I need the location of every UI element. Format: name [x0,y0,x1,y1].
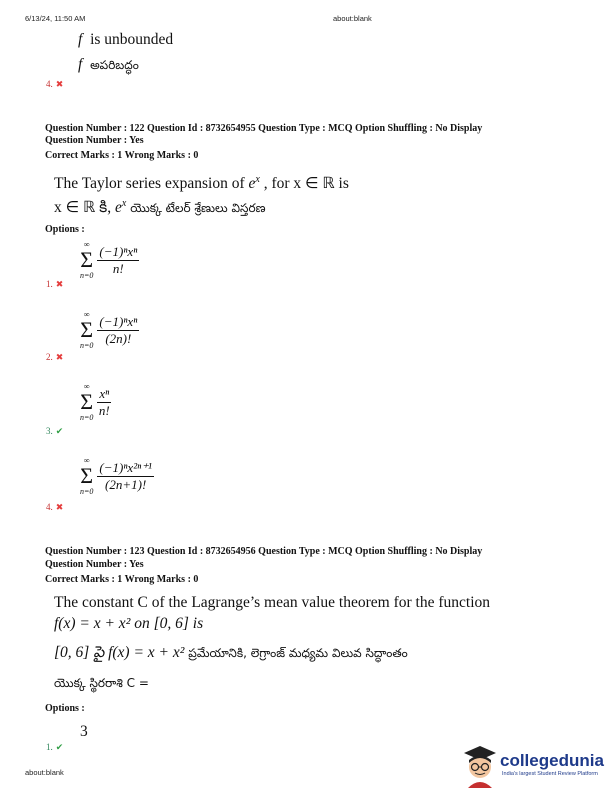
e-exponent-te: x [121,198,127,209]
option-label: 1. [46,742,53,752]
q123-stem-english-1: The constant C of the Lagrange’s mean value theorem for the function [54,594,490,611]
print-timestamp: 6/13/24, 11:50 AM [25,14,86,23]
q122-option-1-formula [80,240,139,280]
option-label: 4. [46,502,53,512]
option-label: 4. [46,79,53,89]
option-label: 2. [46,352,53,362]
numerator: (−1)ⁿxⁿ [99,243,138,259]
q123-stem-english-2: f(x) = x + x² on [0, 6] is [54,615,204,632]
fraction [97,460,154,493]
denominator: (2n)! [105,330,132,346]
option-3-english: is unbounded [90,31,174,48]
sum-lower: n=0 [80,341,94,350]
sum-lower: n=0 [80,413,94,422]
check-icon: ✔ [55,742,64,752]
sum-lower: n=0 [80,271,94,280]
te-math: [0, 6] పై f(x) = x + x² [54,644,185,661]
stem-text: The Taylor series expansion of [54,175,245,193]
q123-meta-line1: Question Number : 123 Question Id : 8732654956 Question Type : MCQ Option Shuffling : No Display [45,546,483,557]
option-3-telugu-line [78,55,139,75]
q123-option-1-value: 3 [80,723,88,740]
te-text-2: యొక్క స్థిరరాశి C = [54,676,149,690]
sum-upper: ∞ [83,240,90,249]
sigma-symbol: Σ [80,317,94,342]
e-exponent: x [255,174,260,185]
stem-text-end: , for x ∈ ℝ is [263,175,349,193]
q122-stem-english [54,170,349,194]
print-page-title: about:blank [333,14,372,23]
numerator: xⁿ [99,385,110,401]
logo-wordmark: collegedunia [500,751,604,770]
collegedunia-logo [460,743,610,788]
q123-meta-line3: Correct Marks : 1 Wrong Marks : 0 [45,574,199,585]
cross-icon: ✖ [55,502,64,512]
cross-icon: ✖ [55,79,64,89]
cross-icon: ✖ [55,279,64,289]
check-icon: ✔ [55,426,64,436]
q122-meta-line2: Question Number : Yes [45,135,144,146]
sigma-symbol: Σ [80,463,94,488]
function-symbol-telugu: f [78,56,83,73]
fraction [97,386,111,419]
te-text: ప్రమేయానికి, లెగ్రాంజ్ మధ్యమ విలువ సిద్ధాంతం [188,646,408,660]
e-base-te: e [115,199,122,217]
logo-tagline: India's largest Student Review Platform [502,771,598,777]
q123-stem-telugu-2 [54,673,149,693]
sum-upper: ∞ [83,456,90,465]
q123-options-label: Options : [45,703,85,714]
numerator: (−1)ⁿx²ⁿ⁺¹ [99,459,152,475]
sigma-symbol: Σ [80,389,94,414]
q122-option-4-marker [46,497,63,515]
sigma-symbol: Σ [80,247,94,272]
fraction [97,314,139,347]
q122-option-3-formula [80,382,111,422]
option-3-telugu: అపరిబద్ధం [90,58,139,72]
option-4-marker [46,74,63,92]
fraction [97,244,139,277]
cross-icon: ✖ [55,352,64,362]
option-3-text [78,30,173,50]
stem-te-text: యొక్క టేలర్ శ్రేణులు విస్తరణ [130,201,266,216]
print-footer-url: about:blank [25,768,64,777]
denominator: (2n+1)! [105,476,147,492]
denominator: n! [98,402,110,418]
q122-options-label: Options : [45,224,85,235]
q122-option-3-marker [46,421,63,439]
function-symbol: f [78,31,83,48]
numerator: (−1)ⁿxⁿ [99,313,138,329]
q122-meta-line1: Question Number : 122 Question Id : 8732654955 Question Type : MCQ Option Shuffling : No Display [45,123,483,134]
q122-option-1-marker [46,274,63,292]
q123-meta-line2: Question Number : Yes [45,559,144,570]
q122-meta-line3: Correct Marks : 1 Wrong Marks : 0 [45,150,199,161]
sum-upper: ∞ [83,382,90,391]
denominator: n! [112,260,124,276]
option-label: 1. [46,279,53,289]
sum-lower: n=0 [80,487,94,496]
q122-option-4-formula [80,456,154,496]
q122-option-2-marker [46,347,63,365]
stem-te-pre: x ∈ ℝ కి, [54,199,112,217]
q123-stem-telugu-1 [54,643,408,663]
mascot-icon [460,743,500,788]
q123-option-1-marker [46,737,63,755]
e-base: e [248,175,256,193]
option-label: 3. [46,426,53,436]
q122-stem-telugu [54,194,266,218]
sum-upper: ∞ [83,310,90,319]
q122-option-2-formula [80,310,139,350]
